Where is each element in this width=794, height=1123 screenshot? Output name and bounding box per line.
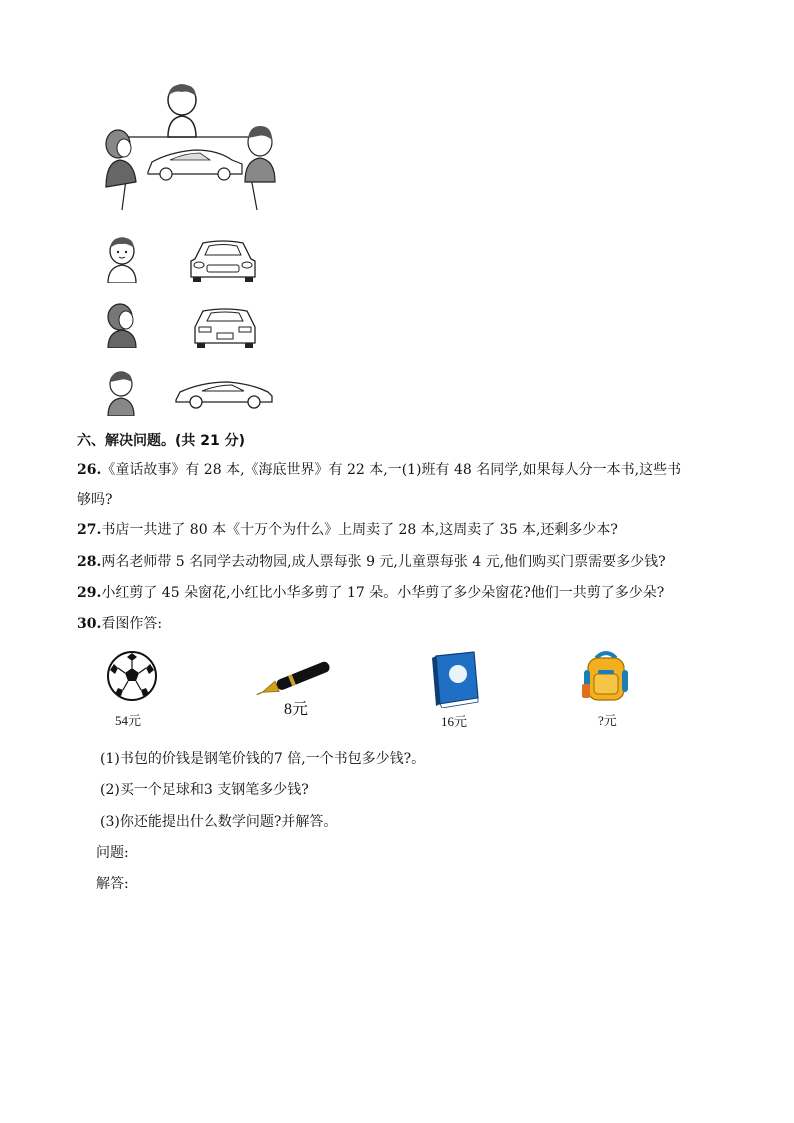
schoolbag-price: ?元	[598, 713, 617, 728]
pen-price: 8元	[284, 701, 309, 718]
book-icon	[430, 650, 482, 708]
problem-26: 26.《童话故事》有 28 本,《海底世界》有 22 本,一(1)班有 48 名同学,如果每人分一本书,这些书	[77, 462, 682, 478]
girl-side-view-figure	[104, 302, 140, 348]
children-observing-car-illustration	[100, 82, 285, 214]
car-side-view-small	[172, 378, 276, 410]
question-3: (3)你还能提出什么数学问题?并解答。	[100, 814, 338, 830]
problem-28: 28.两名老师带 5 名同学去动物园,成人票每张 9 元,儿童票每张 4 元,他们购买门票需要多少钱?	[77, 554, 666, 570]
car-front-view	[187, 237, 259, 283]
problem-29: 29.小红剪了 45 朵窗花,小红比小华多剪了 17 朵。小华剪了多少朵窗花?他们一共剪了多少朵?	[77, 585, 665, 601]
football-icon	[106, 650, 158, 702]
problem-27: 27.书店一共进了 80 本《十万个为什么》上周卖了 28 本,这周卖了 35 本,还剩多少本?	[77, 522, 618, 538]
car-rear-view	[189, 305, 261, 349]
question-2: (2)买一个足球和3 支钢笔多少钱?	[100, 782, 309, 798]
question-1: (1)书包的价钱是钢笔价钱的7 倍,一个书包多少钱?。	[100, 751, 426, 767]
question-label: 问题:	[96, 845, 129, 861]
answer-label: 解答:	[96, 876, 129, 892]
top-child-figure	[168, 85, 196, 137]
book-price: 16元	[441, 714, 468, 729]
fountain-pen-icon	[250, 660, 338, 700]
football-price: 54元	[115, 713, 142, 728]
left-child-figure	[106, 130, 136, 187]
schoolbag-icon	[578, 648, 634, 704]
problem-26-continuation: 够吗?	[77, 492, 113, 508]
boy-back-view-figure	[105, 370, 137, 416]
section-title: 六、解决问题。(共 21 分)	[77, 433, 246, 449]
problem-30: 30.看图作答:	[77, 616, 163, 632]
right-child-figure	[245, 126, 275, 182]
boy-front-view-figure	[104, 235, 140, 283]
car-side-view	[148, 150, 242, 180]
